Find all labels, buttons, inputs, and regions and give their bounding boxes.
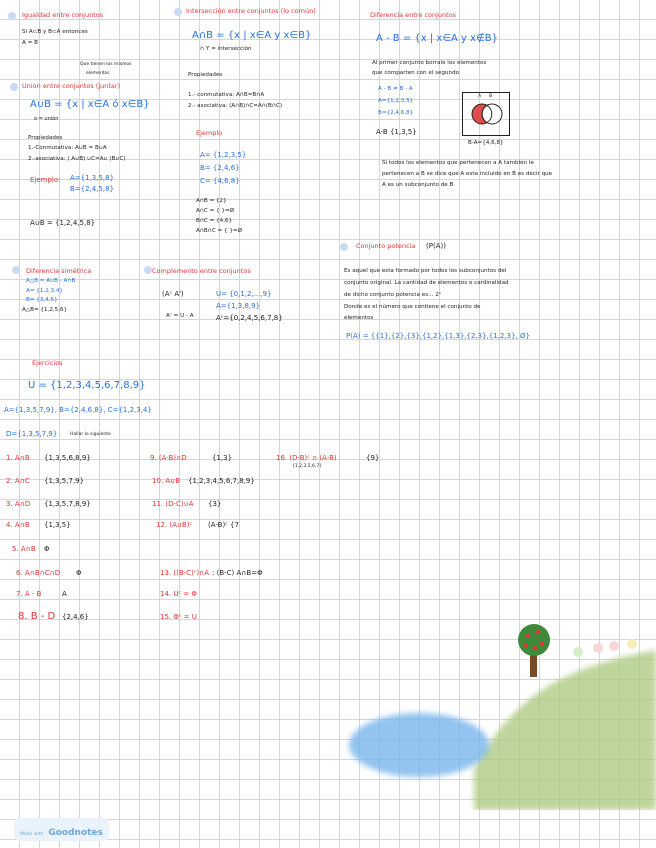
- bullet-dot: [144, 266, 152, 274]
- ejercicios-d: D={1,3,5,7,9}: [6, 430, 58, 438]
- exercise-16-label: 16. (D-B)ᶜ ∩ (A-B): [276, 454, 337, 462]
- union-props-title: Propiedades: [28, 135, 63, 141]
- exercise-2-result: {1,3,5,7,9}: [44, 477, 85, 485]
- footer-prefix: Made with: [20, 832, 44, 837]
- union-ex-a: A={1,3,5,8}: [70, 174, 115, 182]
- hill: [474, 650, 656, 810]
- footer-brand: Goodnotes: [48, 828, 103, 838]
- exercise-11-label: 11. (D-C)∪A: [152, 500, 194, 508]
- bullet-dot: [12, 266, 20, 274]
- interseccion-ex-b: B= {2,4,6}: [200, 164, 240, 172]
- exercise-2-label: 2. A∩C: [6, 477, 30, 485]
- potencia-title: Conjunto potencia: [356, 242, 416, 250]
- potencia-desc1: Es aquel que esta formado por todos los subconjuntos del: [344, 268, 507, 274]
- complemento-a: A={1,3,8,9}: [216, 302, 261, 310]
- diferencia-desc2: que comparten con el segundo: [372, 70, 460, 76]
- bullet-dot: [174, 8, 182, 16]
- apple: [526, 634, 530, 638]
- interseccion-r3: B∩C = {4,6}: [196, 218, 233, 224]
- ejercicios-title: Ejercicios: [32, 359, 63, 367]
- union-formula: A∪B = {x | x∈A ó x∈B}: [30, 99, 150, 110]
- apple: [533, 646, 537, 650]
- igualdad-line1: Si A⊂B y B⊂A entonces: [22, 29, 88, 35]
- character-face: [609, 641, 619, 651]
- complemento-notation: (Aᶜ A'): [162, 290, 184, 298]
- apple: [540, 642, 544, 646]
- simetrica-result: A△B= {1,2,5,6}: [22, 307, 68, 313]
- lake: [349, 713, 489, 777]
- character-face: [627, 639, 637, 649]
- exercise-10-label: 10. A∪B: [152, 477, 181, 485]
- exercise-1-label: 1. A∩B: [6, 454, 30, 462]
- interseccion-sub: ∩ Y = intersección: [200, 46, 252, 52]
- ejercicios-sets: A={1,3,5,7,9}, B={2,4,6,8}, C={1,2,3,4}: [4, 406, 152, 414]
- exercise-7-label: 7. A - B: [16, 590, 42, 598]
- character-face: [593, 643, 603, 653]
- diferencia-result: A-B {1,3,5}: [376, 128, 417, 136]
- interseccion-r4: A∩B∩C = { }=Ø: [196, 228, 242, 234]
- exercise-9-label: 9. (A-B)∩D: [150, 454, 187, 462]
- exercise-8-label: 8. B - D: [18, 611, 56, 622]
- apple: [536, 630, 540, 634]
- interseccion-ex-c: C= {4,6,8}: [200, 177, 240, 185]
- exercise-5-label: 5. A∩B: [12, 545, 36, 553]
- interseccion-r2: A∩C = { }=Ø: [196, 208, 235, 214]
- diferencia-ex1: A - B ≠ B - A: [378, 86, 413, 92]
- union-example-label: Ejemplo:: [30, 176, 61, 184]
- union-prop1: 1.-Conmutativa: A∪B = B∪A: [28, 145, 107, 151]
- interseccion-example-title: Ejemplo: [196, 129, 223, 137]
- diferencia-note3: A es un subconjunto de B: [382, 182, 454, 188]
- bullet-dot: [10, 83, 18, 91]
- simetrica-title: Diferencia simétrica: [26, 267, 92, 275]
- exercise-16-result: {9}: [366, 454, 380, 462]
- complemento-def: Aᶜ = U - A: [166, 313, 194, 319]
- exercise-3-result: {1,3,5,7,8,9}: [44, 500, 91, 508]
- diferencia-formula: A - B = {x | x∈A y x∉B}: [376, 33, 499, 44]
- interseccion-prop1: 1.- conmutativa: A∩B=B∩A: [188, 92, 265, 98]
- interseccion-formula: A∩B = {x | x∈A y x∈B}: [192, 30, 312, 41]
- interseccion-props-title: Propiedades: [188, 72, 223, 78]
- apple: [524, 644, 528, 648]
- interseccion-prop2: 2.- asociativa: (A∩B)∩C=A∩(B∩C): [188, 103, 283, 109]
- exercise-3-label: 3. A∩D: [6, 500, 31, 508]
- venn-label-b: B: [489, 94, 493, 99]
- exercise-7-result: A: [62, 590, 67, 598]
- exercise-1-result: {1,3,5,6,8,9}: [44, 454, 91, 462]
- character-face: [573, 647, 583, 657]
- exercise-13-label: 13. ((B-C)ᶜ)∩A: [160, 569, 209, 577]
- potencia-symbol: (P(A)): [426, 242, 446, 250]
- igualdad-line2: A = B: [22, 40, 38, 46]
- complemento-u: U= {0,1,2,...,9}: [216, 290, 272, 298]
- exercise-12-result: (A-B)ᶜ {7: [208, 521, 239, 529]
- exercise-10-result: {1,2,3,4,5,6,7,8,9}: [188, 477, 255, 485]
- ejercicios-d-note: Hallar lo siguiente: [70, 432, 111, 437]
- potencia-desc2: conjunto original. La cantidad de elementos o cardinalidad: [344, 280, 509, 286]
- exercise-9-result: {1,3}: [212, 454, 233, 462]
- exercise-8-result: {2,4,6}: [62, 613, 89, 621]
- exercise-12-label: 12. (A∪B)ᶜ: [156, 521, 193, 529]
- venn-label-a: A: [478, 94, 482, 99]
- union-ex-b: B={2,4,5,8}: [70, 185, 115, 193]
- simetrica-formula: A△B = A∪B - A∩B: [26, 278, 76, 284]
- simetrica-ex-a: A= {1,2,3,4}: [26, 288, 63, 294]
- exercise-15-label: 15. Φᶜ = U: [160, 613, 197, 621]
- interseccion-ex-a: A= {1,2,3,5}: [200, 151, 247, 159]
- landscape-drawing: [344, 620, 656, 810]
- exercise-16-sub: {1,2,3,5,6,7}: [292, 464, 323, 469]
- union-prop2: 2.-asociativa: ( A∪B) ∪C=A∪ (B∪C): [28, 156, 126, 162]
- diferencia-ex-b: B={2,4,6,8}: [378, 110, 414, 116]
- diferencia-note2: pertenecen a B se dice que A esta incluido en B es decir que: [382, 171, 553, 177]
- union-result: A∪B = {1,2,4,5,8}: [30, 219, 96, 227]
- complemento-title: Complemento entre conjuntos: [152, 267, 251, 275]
- bullet-dot: [340, 243, 348, 251]
- exercise-11-result: {3}: [208, 500, 222, 508]
- exercise-4-label: 4. A∩B: [6, 521, 30, 529]
- venn-circles: [462, 92, 510, 136]
- bullet-dot: [8, 12, 16, 20]
- tree-crown: [518, 624, 550, 656]
- venn-caption: B-A={4,6,8}: [468, 140, 504, 146]
- interseccion-r1: A∩B = {2}: [196, 198, 227, 204]
- goodnotes-badge: [14, 818, 109, 841]
- exercise-6-label: 6. A∩B∩C∩D: [16, 569, 61, 577]
- diferencia-note1: Si todos los elementos que pertenecen a A también le: [382, 160, 534, 166]
- union-sub: ó = unión: [34, 116, 59, 122]
- potencia-desc3: de dicho conjunto potencia es... 2ⁿ: [344, 292, 442, 298]
- exercise-4-result: {1,3,5}: [44, 521, 71, 529]
- exercise-14-label: 14. Uᶜ = Φ: [160, 590, 197, 598]
- ejercicios-universe: U = {1,2,3,4,5,6,7,8,9}: [28, 380, 146, 391]
- igualdad-title: Igualdad entre conjuntos: [22, 11, 104, 19]
- union-title: Unión entre conjuntos (juntar): [22, 82, 121, 90]
- igualdad-note1: Que tienen los mismos: [80, 62, 132, 67]
- potencia-desc4: Donde es el número que contiene el conjunto de: [344, 304, 481, 310]
- exercise-13-result: : (B-C) A∩B=Φ: [212, 569, 263, 577]
- igualdad-note2: elementos: [86, 71, 110, 76]
- diferencia-desc1: Al primer conjunto borrale los elementos: [372, 60, 487, 66]
- potencia-desc5: elementos: [344, 315, 374, 321]
- complemento-r: Aᶜ={0,2,4,5,6,7,8}: [216, 314, 283, 322]
- simetrica-ex-b: B= {3,4,5}: [26, 297, 58, 303]
- potencia-formula: P(A) = {{1},{2},{3},{1,2},{1,3},{2,3},{1,2,3}, Ø}: [346, 332, 530, 340]
- diferencia-title: Diferencia entre conjuntos: [370, 11, 457, 19]
- diferencia-ex-a: A={1,2,3,5}: [378, 98, 414, 104]
- venn-overlap: [482, 106, 491, 123]
- interseccion-title: Intersección entre conjuntos (lo común): [186, 7, 316, 15]
- exercise-5-result: Φ: [44, 545, 50, 553]
- exercise-6-result: Φ: [76, 569, 82, 577]
